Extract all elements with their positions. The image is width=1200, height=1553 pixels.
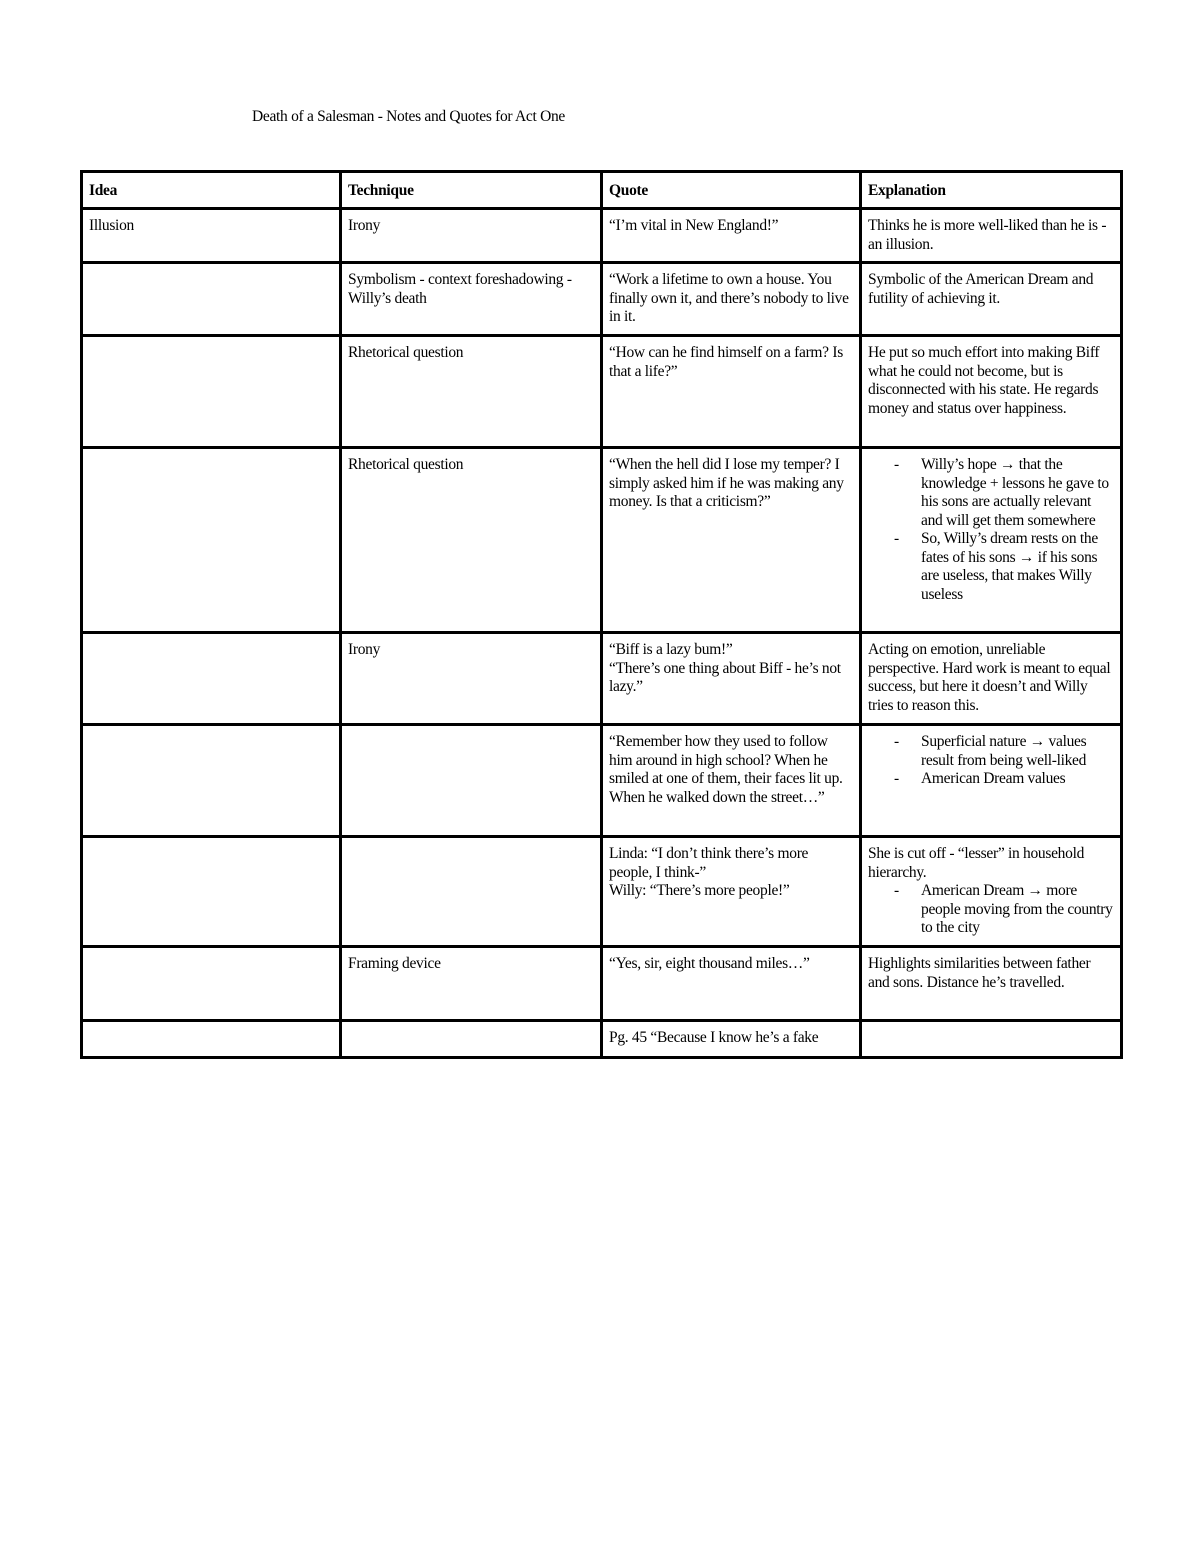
technique-cell: Rhetorical question <box>341 448 602 633</box>
explanation-cell <box>861 209 1122 263</box>
explanation-text: Thinks he is more well-liked than he is - an illusion. <box>868 217 1107 253</box>
quote-cell <box>602 336 861 448</box>
quote-cell <box>602 633 861 725</box>
table-row <box>82 633 1122 725</box>
quote-line: “I’m vital in New England!” <box>609 217 779 234</box>
table-row <box>82 263 1122 336</box>
quote-cell <box>602 1021 861 1058</box>
idea-cell: Illusion <box>82 209 341 263</box>
idea-cell <box>82 947 341 1021</box>
quote-line: “Biff is a lazy bum!” <box>609 641 733 658</box>
notes-table <box>80 170 1123 1059</box>
explanation-cell <box>861 633 1122 725</box>
quote-line: “There’s one thing about Biff - he’s not lazy.” <box>609 659 841 695</box>
explanation-bullet-list <box>868 882 1114 938</box>
explanation-cell <box>861 448 1122 633</box>
quote-cell <box>602 263 861 336</box>
explanation-text: Acting on emotion, unreliable perspective. Hard work is meant to equal success, but here it doesn’t and Willy tries to reason this. <box>868 641 1111 714</box>
explanation-cell <box>861 263 1122 336</box>
quote-line: “Work a lifetime to own a house. You finally own it, and there’s nobody to live in it. <box>609 271 849 325</box>
quote-line: “How can he find himself on a farm? Is that a life?” <box>609 344 843 380</box>
table-row <box>82 336 1122 448</box>
explanation-cell <box>861 725 1122 837</box>
header-idea: Idea <box>82 172 341 209</box>
quote-cell <box>602 209 861 263</box>
explanation-bullet: - Superficial nature → values result from being well-liked <box>894 733 1114 770</box>
idea-cell <box>82 837 341 947</box>
header-explanation: Explanation <box>861 172 1122 209</box>
idea-cell <box>82 448 341 633</box>
idea-cell <box>82 336 341 448</box>
quote-line: Linda: “I don’t think there’s more people, I think-” <box>609 845 809 881</box>
quote-line: “Remember how they used to follow him around in high school? When he smiled at one of them, their faces lit up. When he walked down the street…” <box>609 733 843 806</box>
idea-cell <box>82 633 341 725</box>
table-row <box>82 209 1122 263</box>
explanation-bullet: - Willy’s hope → that the knowledge + lessons he gave to his sons are actually relevant and will get them somewhere <box>894 456 1114 530</box>
explanation-text: She is cut off - “lesser” in household hierarchy. <box>868 845 1085 881</box>
quote-line: Pg. 45 “Because I know he’s a fake <box>609 1029 819 1046</box>
explanation-bullet-list <box>868 456 1114 604</box>
technique-cell: Framing device <box>341 947 602 1021</box>
quote-cell <box>602 448 861 633</box>
explanation-cell <box>861 336 1122 448</box>
explanation-text: Highlights similarities between father and sons. Distance he’s travelled. <box>868 955 1091 991</box>
technique-cell <box>341 725 602 837</box>
explanation-bullet: - So, Willy’s dream rests on the fates of his sons → if his sons are useless, that makes Willy useless <box>894 530 1114 604</box>
quote-line: “When the hell did I lose my temper? I simply asked him if he was making any money. Is that a criticism?” <box>609 456 844 510</box>
quote-cell <box>602 947 861 1021</box>
technique-cell: Symbolism - context foreshadowing - Willy’s death <box>341 263 602 336</box>
explanation-cell <box>861 837 1122 947</box>
table-header-row <box>82 172 1122 209</box>
table-row <box>82 1021 1122 1058</box>
table-row <box>82 947 1122 1021</box>
table-row <box>82 448 1122 633</box>
explanation-cell <box>861 1021 1122 1058</box>
technique-cell <box>341 837 602 947</box>
quote-line: Willy: “There’s more people!” <box>609 882 790 899</box>
explanation-cell <box>861 947 1122 1021</box>
table-row <box>82 725 1122 837</box>
idea-cell <box>82 263 341 336</box>
technique-cell: Rhetorical question <box>341 336 602 448</box>
explanation-bullet: - American Dream → more people moving from the country to the city <box>894 882 1114 938</box>
header-technique: Technique <box>341 172 602 209</box>
quote-line: “Yes, sir, eight thousand miles…” <box>609 955 810 972</box>
explanation-text: Symbolic of the American Dream and futility of achieving it. <box>868 271 1094 307</box>
technique-cell <box>341 1021 602 1058</box>
quote-cell <box>602 725 861 837</box>
technique-cell: Irony <box>341 209 602 263</box>
explanation-bullet: - American Dream values <box>894 770 1114 789</box>
document-title: Death of a Salesman - Notes and Quotes for Act One <box>252 108 565 125</box>
header-quote: Quote <box>602 172 861 209</box>
explanation-bullet-list <box>868 733 1114 789</box>
idea-cell <box>82 1021 341 1058</box>
idea-cell <box>82 725 341 837</box>
table-row <box>82 837 1122 947</box>
quote-cell <box>602 837 861 947</box>
technique-cell: Irony <box>341 633 602 725</box>
explanation-text: He put so much effort into making Biff what he could not become, but is disconnected with his state. He regards money and status over happiness. <box>868 344 1100 417</box>
